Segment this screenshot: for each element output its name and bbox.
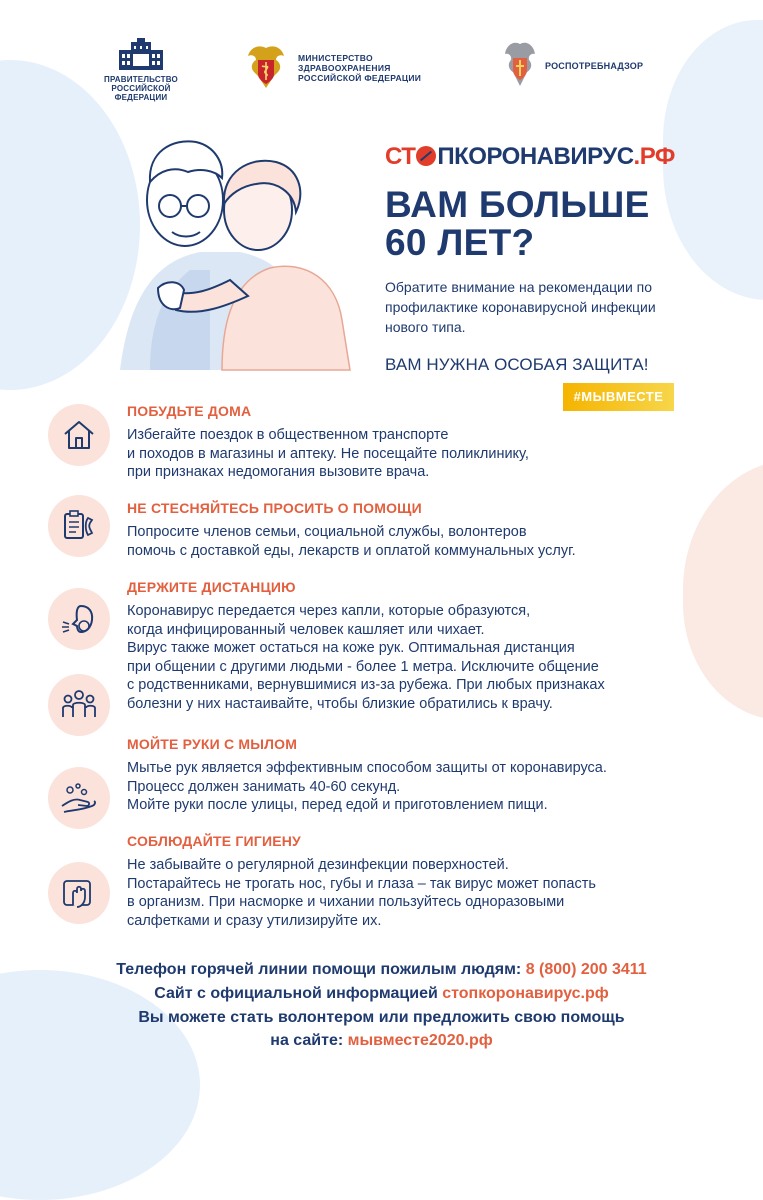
tip-body-line: и походов в магазины и аптеку. Не посещайте поликлинику, (127, 445, 529, 462)
tip-body-line: Не забывайте о регулярной дезинфекции поверхностей. (127, 857, 509, 873)
volunteer-site-line (0, 1032, 763, 1050)
government-logo-label: ПРАВИТЕЛЬСТВО РОССИЙСКОЙ ФЕДЕРАЦИИ (104, 75, 178, 102)
volunteer-line: Вы можете стать волонтером или предложить свою помощь (138, 1009, 625, 1026)
tip-body-line: когда инфицированный человек кашляет или чихает. (127, 621, 485, 638)
brand-text-part: .РФ (633, 143, 675, 170)
hashtag-badge: #МЫВМЕСТЕ (563, 383, 674, 411)
virus-stop-icon (416, 146, 436, 166)
ministry-label-line: РОССИЙСКОЙ ФЕДЕРАЦИИ (298, 73, 422, 83)
tip-body-line: при общении с другими людьми - более 1 метра. Исключите общение (127, 658, 599, 675)
checklist-phone-icon (48, 495, 110, 557)
tip-body (127, 426, 727, 482)
tip-body-line: помочь с доставкой еды, лекарств и оплатой коммунальных услуг. (127, 542, 576, 559)
rospotrebnadzor-emblem-icon (503, 40, 537, 92)
tip-title: ДЕРЖИТЕ ДИСТАНЦИЮ (127, 579, 296, 595)
official-site-label: Сайт с официальной информацией (154, 985, 443, 1002)
ministry-logo (244, 42, 421, 94)
tip-body-line: Мытье рук является эффективным способом защиты от коронавируса. (127, 760, 607, 776)
tip-body-line: Мойте руки после улицы, перед едой и приготовлением пищи. (127, 797, 548, 813)
tip-body-line: Попросите членов семьи, социальной службы, волонтеров (127, 524, 527, 540)
tip-body (127, 602, 727, 713)
tip-body-line: салфетками и сразу утилизируйте их. (127, 912, 382, 929)
hotline-label: Телефон горячей линии помощи пожилым людям: (116, 961, 526, 978)
rospotrebnadzor-logo (503, 40, 643, 92)
elderly-couple-illustration (110, 120, 370, 380)
tip-body (127, 856, 727, 930)
tip-title: НЕ СТЕСНЯЙТЕСЬ ПРОСИТЬ О ПОМОЩИ (127, 500, 422, 516)
people-group-icon (48, 674, 110, 736)
brand-text-part: ПКОРОНАВИРУС (437, 143, 634, 170)
tip-body-line: Вирус также может остаться на коже рук. Оптимальная дистанция (127, 640, 575, 656)
government-building-icon (113, 38, 169, 72)
tip-body-line: Избегайте поездок в общественном транспорте (127, 427, 449, 443)
page-title-line: ВАМ БОЛЬШЕ (385, 184, 650, 225)
hands-washing-icon (48, 767, 110, 829)
rospotrebnadzor-logo-label: РОСПОТРЕБНАДЗОР (545, 61, 644, 71)
ministry-logo-label (298, 53, 421, 83)
volunteer-site-label: на сайте: (270, 1032, 348, 1049)
official-site-link[interactable]: стопкоронавирус.рф (442, 985, 609, 1002)
tip-body-line: Процесс должен занимать 40-60 секунд. (127, 778, 401, 795)
tip-body-line: с родственниками, вернувшимися из-за рубежа. При любых признаках (127, 677, 605, 693)
tip-body (127, 523, 727, 560)
intro-text: Обратите внимание на рекомендации по профилактике коронавирусной инфекции нового типа. (385, 279, 656, 335)
volunteer-site-link[interactable]: мывместе2020.рф (347, 1032, 493, 1049)
background-blob (0, 970, 200, 1200)
hotline-phone[interactable]: 8 (800) 200 3411 (525, 961, 647, 978)
government-logo (96, 38, 186, 102)
background-blob (663, 20, 763, 300)
wiping-surface-icon (48, 862, 110, 924)
tip-body-line: Коронавирус передается через капли, которые образуются, (127, 603, 531, 619)
ministry-label-line: ЗДРАВООХРАНЕНИЯ (298, 63, 391, 73)
hotline-line (0, 961, 763, 979)
house-icon (48, 404, 110, 466)
page-title-line: 60 ЛЕТ? (385, 222, 535, 263)
ministry-emblem-icon (244, 42, 288, 94)
official-site-line (0, 985, 763, 1003)
tip-title: МОЙТЕ РУКИ С МЫЛОМ (127, 736, 298, 752)
page-title (385, 186, 650, 262)
tip-body-line: при признаках недомогания вызовите врача. (127, 464, 430, 480)
tip-title: ПОБУДЬТЕ ДОМА (127, 403, 252, 419)
tip-body-line: болезни у них настаивайте, чтобы близкие обратились к врачу. (127, 695, 553, 712)
tip-body-line: Постарайтесь не трогать нос, губы и глаза – так вирус может попасть (127, 875, 596, 892)
stopcoronavirus-brand (385, 143, 675, 171)
tip-body-line: в организм. При насморке и чихании пользуйтесь одноразовыми (127, 894, 565, 910)
ministry-label-line: МИНИСТЕРСТВО (298, 53, 373, 63)
special-protection-text: ВАМ НУЖНА ОСОБАЯ ЗАЩИТА! (385, 355, 649, 374)
tip-title: СОБЛЮДАЙТЕ ГИГИЕНУ (127, 833, 301, 849)
coughing-person-icon (48, 588, 110, 650)
brand-text-part: СТ (385, 143, 416, 170)
tip-body (127, 759, 727, 815)
